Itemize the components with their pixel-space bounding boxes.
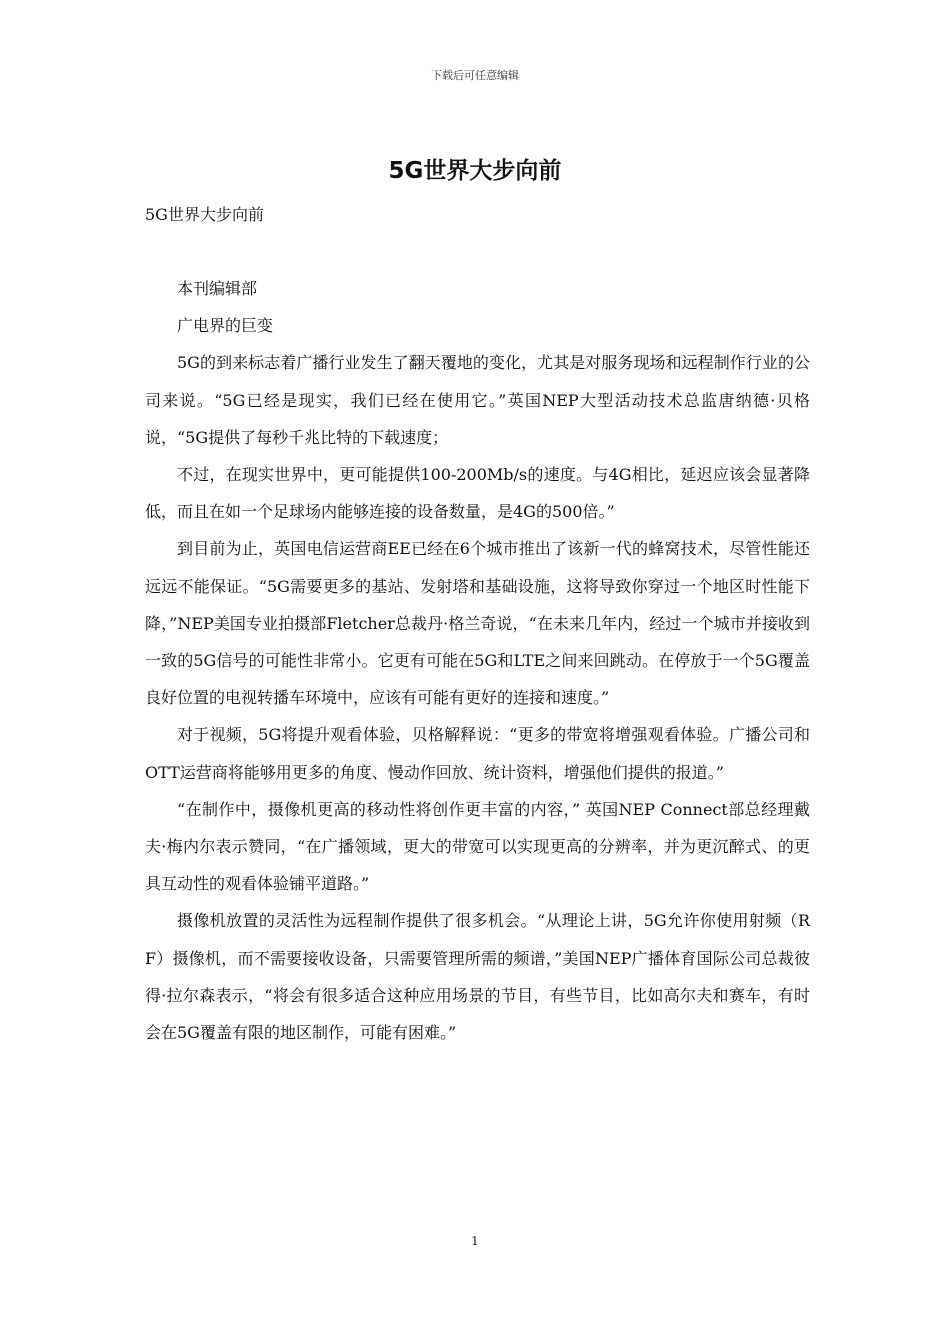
document-subtitle: 5G世界大步向前 [145,205,264,224]
paragraph: 不过，在现实世界中，更可能提供100-200Mb/s的速度。与4G相比，延迟应该会显著降低，而且在如一个足球场内能够连接的设备数量，是4G的500倍。” [145,465,810,522]
article-body [145,270,810,1051]
section-heading: 广电界的巨变 [177,316,274,336]
paragraph: 到目前为止，英国电信运营商EE已经在6个城市推出了该新一代的蜂窝技术，尽管性能还远远不能保证。“5G需要更多的基站、发射塔和基础设施，这将导致你穿过一个地区时性能下降，”NEP美国专业拍摄部Fletcher总裁丹·格兰奇说，“在未来几年内，经过一个城市并接收到一致的5G信号的可能性非常小。它更有可能在5G和LTE之间来回跳动。在停放于一个5G覆盖良好位置的电视转播车环境中，应该有可能有更好的连接和速度。” [145,539,810,708]
document-title: 5G世界大步向前 [388,158,562,184]
page-header-note: 下载后可任意编辑 [431,69,519,82]
paragraph: 对于视频，5G将提升观看体验，贝格解释说：“更多的带宽将增强观看体验。广播公司和OTT运营商将能够用更多的角度、慢动作回放、统计资料，增强他们提供的报道。” [145,725,810,782]
paragraph: 5G的到来标志着广播行业发生了翻天覆地的变化，尤其是对服务现场和远程制作行业的公司来说。“5G已经是现实，我们已经在使用它。”英国NEP大型活动技术总监唐纳德·贝格说，“5G提供了每秒千兆比特的下载速度； [145,353,810,447]
paragraph: 摄像机放置的灵活性为远程制作提供了很多机会。“从理论上讲，5G允许你使用射频（RF）摄像机，而不需要接收设备，只需要管理所需的频谱，”美国NEP广播体育国际公司总裁彼得·拉尔森表示，“将会有很多适合这种应用场景的节目，有些节目，比如高尔夫和赛车，有时会在5G覆盖有限的地区制作，可能有困难。” [145,911,810,1043]
paragraph: “在制作中，摄像机更高的移动性将创作更丰富的内容，” 英国NEP Connect部总经理戴夫·梅内尔表示赞同，“在广播领域，更大的带宽可以实现更高的分辨率，并为更沉醉式、的更具互动性的观看体验铺平道路。” [145,799,810,894]
byline: 本刊编辑部 [177,279,258,298]
page-number: 1 [471,1234,479,1248]
document-subtitle-block [145,196,810,233]
